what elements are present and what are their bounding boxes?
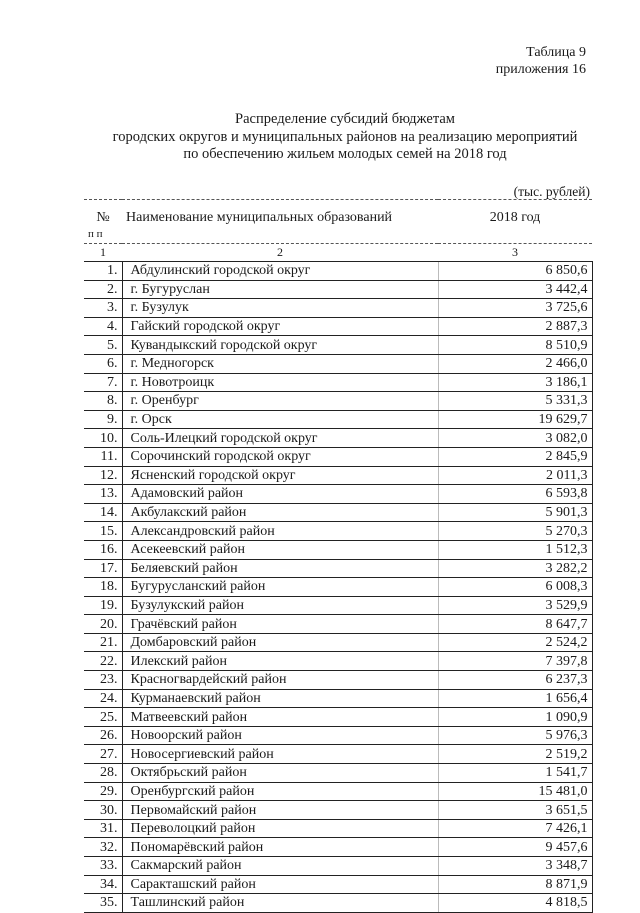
table-row (84, 503, 592, 522)
row-amount (438, 447, 592, 466)
row-number-text: 17. (100, 560, 118, 576)
row-number-text: 15. (100, 523, 118, 539)
row-number (84, 745, 122, 764)
table-row (84, 485, 592, 504)
row-amount-text: 2 524,2 (545, 635, 588, 651)
row-amount-text: 3 442,4 (545, 281, 588, 297)
row-amount-text: 15 481,0 (538, 783, 588, 799)
row-name (122, 392, 438, 411)
subsidy-table (84, 199, 593, 913)
table-row (84, 392, 592, 411)
row-name-text: г. Бузулук (130, 300, 189, 316)
document-title (0, 111, 640, 164)
row-amount (438, 689, 592, 708)
row-number (84, 336, 122, 355)
row-amount (438, 596, 592, 615)
row-amount-text: 9 457,6 (545, 839, 588, 855)
row-number-text: 29. (100, 783, 118, 799)
column-header-name: Наименование муниципальных образований (122, 200, 438, 227)
row-amount (438, 299, 592, 318)
row-number-text: 27. (100, 746, 118, 762)
table-row (84, 801, 592, 820)
row-amount (438, 392, 592, 411)
row-amount-text: 5 331,3 (545, 393, 588, 409)
row-name (122, 540, 438, 559)
row-name (122, 652, 438, 671)
row-name-text: Переволоцкий район (130, 821, 256, 837)
row-number-text: 23. (100, 672, 118, 688)
row-number-text: 22. (100, 653, 118, 669)
row-number (84, 764, 122, 783)
row-amount-text: 8 871,9 (545, 876, 588, 892)
table-row (84, 410, 592, 429)
table-row (84, 540, 592, 559)
row-name-text: Кувандыкский городской округ (130, 337, 318, 353)
row-name (122, 447, 438, 466)
row-number (84, 280, 122, 299)
row-amount (438, 485, 592, 504)
row-name (122, 336, 438, 355)
row-name-text: Гайский городской округ (130, 319, 281, 335)
row-amount (438, 373, 592, 392)
row-name (122, 801, 438, 820)
row-name-text: Октябрьский район (130, 765, 247, 781)
table-row (84, 857, 592, 876)
table-row (84, 262, 592, 281)
row-number (84, 299, 122, 318)
row-name (122, 466, 438, 485)
row-name (122, 522, 438, 541)
row-amount-text: 5 270,3 (545, 523, 588, 539)
row-number (84, 262, 122, 281)
row-name-text: Ташлинский район (130, 895, 245, 911)
row-number (84, 410, 122, 429)
row-name (122, 894, 438, 913)
title-line-2: городских округов и муниципальных районов на реализацию мероприятий (112, 128, 578, 145)
row-number-text: 20. (100, 616, 118, 632)
row-amount-text: 1 090,9 (545, 709, 588, 725)
row-amount (438, 354, 592, 373)
row-number-text: 14. (100, 505, 118, 521)
row-name (122, 503, 438, 522)
column-header-amount: 2018 год (438, 200, 592, 227)
row-name-text: Новосергиевский район (130, 746, 274, 762)
table-row (84, 522, 592, 541)
row-number-text: 11. (100, 449, 118, 465)
row-amount-text: 4 818,5 (545, 895, 588, 911)
row-name-text: г. Бугуруслан (130, 281, 210, 297)
table-label: Таблица 9 (526, 45, 586, 60)
table-row (84, 429, 592, 448)
row-name (122, 726, 438, 745)
table-row (84, 373, 592, 392)
table-row (84, 596, 592, 615)
table-row (84, 819, 592, 838)
row-number-text: 9. (107, 412, 118, 428)
table-row (84, 838, 592, 857)
row-amount (438, 875, 592, 894)
table-row (84, 689, 592, 708)
row-number (84, 633, 122, 652)
row-number (84, 857, 122, 876)
row-amount-text: 3 186,1 (545, 374, 588, 390)
table-row (84, 578, 592, 597)
row-number-text: 26. (100, 728, 118, 744)
row-number-text: 8. (107, 393, 118, 409)
row-amount (438, 429, 592, 448)
row-name-text: Сакмарский район (130, 858, 242, 874)
row-number-text: 6. (107, 356, 118, 372)
row-amount (438, 317, 592, 336)
row-amount (438, 410, 592, 429)
row-number (84, 782, 122, 801)
table-row (84, 559, 592, 578)
row-name-text: Домбаровский район (130, 635, 257, 651)
table-row (84, 671, 592, 690)
row-amount (438, 801, 592, 820)
row-number (84, 726, 122, 745)
row-name (122, 354, 438, 373)
row-number (84, 559, 122, 578)
row-name-text: Илекский район (130, 653, 227, 669)
row-name-text: Оренбургский район (130, 783, 255, 799)
table-row (84, 726, 592, 745)
row-amount (438, 336, 592, 355)
row-amount-text: 5 901,3 (545, 505, 588, 521)
column-index-3: 3 (438, 244, 592, 262)
table-row (84, 280, 592, 299)
row-number (84, 373, 122, 392)
row-number-text: 3. (107, 300, 118, 316)
row-amount (438, 894, 592, 913)
row-amount (438, 633, 592, 652)
row-name-text: Соль-Илецкий городской округ (130, 430, 318, 446)
table-row (84, 875, 592, 894)
row-number (84, 447, 122, 466)
row-amount-text: 7 426,1 (545, 821, 588, 837)
row-amount-text: 19 629,7 (538, 412, 588, 428)
row-amount (438, 671, 592, 690)
row-number-text: 25. (100, 709, 118, 725)
column-header-spacer (122, 226, 438, 244)
row-amount (438, 466, 592, 485)
row-name (122, 317, 438, 336)
table-row (84, 447, 592, 466)
column-index-2: 2 (122, 244, 438, 262)
row-number (84, 894, 122, 913)
row-number-text: 7. (107, 374, 118, 390)
row-number-text: 33. (100, 858, 118, 874)
table-row (84, 782, 592, 801)
table-row (84, 466, 592, 485)
row-amount (438, 745, 592, 764)
row-number-text: 16. (100, 542, 118, 558)
row-number (84, 689, 122, 708)
row-number-text: 31. (100, 821, 118, 837)
row-number (84, 652, 122, 671)
row-amount-text: 3 082,0 (545, 430, 588, 446)
row-name-text: Адамовский район (130, 486, 244, 502)
row-amount (438, 540, 592, 559)
row-name-text: Матвеевский район (130, 709, 248, 725)
row-amount-text: 3 725,6 (545, 300, 588, 316)
row-amount (438, 726, 592, 745)
row-number (84, 466, 122, 485)
row-name-text: Асекеевский район (130, 542, 245, 558)
column-header-number-sub: п п (84, 226, 122, 244)
table-row (84, 633, 592, 652)
row-number (84, 485, 122, 504)
row-number-text: 5. (107, 337, 118, 353)
row-amount-text: 1 512,3 (545, 542, 588, 558)
row-name-text: Бугурусланский район (130, 579, 266, 595)
table-caption (496, 44, 586, 78)
row-name (122, 596, 438, 615)
row-name-text: г. Оренбург (130, 393, 199, 409)
table-row (84, 354, 592, 373)
row-number (84, 671, 122, 690)
row-number-text: 34. (100, 876, 118, 892)
row-amount-text: 3 651,5 (545, 802, 588, 818)
row-name (122, 838, 438, 857)
row-amount-text: 2 466,0 (545, 356, 588, 372)
row-amount-text: 6 593,8 (545, 486, 588, 502)
row-number-text: 12. (100, 467, 118, 483)
row-number-text: 10. (100, 430, 118, 446)
row-number (84, 392, 122, 411)
column-index-1: 1 (84, 244, 122, 262)
appendix-label: приложения 16 (495, 62, 586, 77)
row-name (122, 819, 438, 838)
row-name-text: Акбулакский район (130, 505, 247, 521)
row-name (122, 373, 438, 392)
row-number-text: 4. (107, 319, 118, 335)
row-amount-text: 2 845,9 (545, 449, 588, 465)
row-name-text: Абдулинский городской округ (130, 263, 311, 279)
row-number-text: 21. (100, 635, 118, 651)
row-amount-text: 2 519,2 (545, 746, 588, 762)
row-name-text: Первомайский район (130, 802, 257, 818)
table-row (84, 336, 592, 355)
row-number (84, 615, 122, 634)
row-name (122, 578, 438, 597)
row-name-text: Бузулукский район (130, 597, 244, 613)
column-header-spacer (438, 226, 592, 244)
row-name (122, 299, 438, 318)
row-number (84, 522, 122, 541)
row-name (122, 410, 438, 429)
row-amount-text: 6 850,6 (545, 263, 588, 279)
row-amount (438, 652, 592, 671)
row-amount (438, 838, 592, 857)
row-name-text: Беляевский район (130, 560, 238, 576)
row-name (122, 262, 438, 281)
row-name (122, 857, 438, 876)
row-number (84, 429, 122, 448)
row-name-text: Грачёвский район (130, 616, 237, 632)
row-amount (438, 280, 592, 299)
table-row (84, 652, 592, 671)
row-number-text: 19. (100, 597, 118, 613)
row-amount-text: 1 656,4 (545, 690, 588, 706)
row-number-text: 32. (100, 839, 118, 855)
table-row (84, 745, 592, 764)
row-name-text: Пономарёвский район (130, 839, 264, 855)
row-name-text: г. Новотроицк (130, 374, 215, 390)
row-name (122, 671, 438, 690)
row-number-text: 2. (107, 281, 118, 297)
title-line-1: Распределение субсидий бюджетам (235, 111, 455, 127)
table-row (84, 764, 592, 783)
row-name (122, 429, 438, 448)
row-number-text: 18. (100, 579, 118, 595)
row-number (84, 875, 122, 894)
row-amount-text: 8 510,9 (545, 337, 588, 353)
units-label: (тыс. рублей) (513, 184, 590, 199)
row-number-text: 35. (100, 895, 118, 911)
row-amount (438, 857, 592, 876)
row-amount-text: 2 011,3 (546, 467, 588, 483)
table-row (84, 894, 592, 913)
row-name-text: Саракташский район (130, 876, 256, 892)
row-number (84, 354, 122, 373)
row-amount-text: 1 541,7 (545, 765, 588, 781)
row-name (122, 764, 438, 783)
row-amount-text: 2 887,3 (545, 319, 588, 335)
row-name (122, 745, 438, 764)
table-row (84, 615, 592, 634)
row-number (84, 838, 122, 857)
row-name (122, 633, 438, 652)
row-name-text: г. Орск (130, 412, 172, 428)
row-number (84, 578, 122, 597)
row-name (122, 708, 438, 727)
row-number-text: 13. (100, 486, 118, 502)
row-name-text: Ясненский городской округ (130, 467, 296, 483)
row-name (122, 485, 438, 504)
row-amount (438, 522, 592, 541)
row-amount (438, 559, 592, 578)
row-name (122, 280, 438, 299)
column-header-number: № (84, 200, 122, 227)
row-name-text: Новоорский район (130, 728, 242, 744)
row-name (122, 559, 438, 578)
row-number-text: 24. (100, 690, 118, 706)
row-amount (438, 708, 592, 727)
row-number (84, 540, 122, 559)
row-amount-text: 8 647,7 (545, 616, 588, 632)
table-row (84, 708, 592, 727)
row-number (84, 708, 122, 727)
table-row (84, 299, 592, 318)
row-number (84, 801, 122, 820)
row-amount-text: 6 008,3 (545, 579, 588, 595)
row-number-text: 30. (100, 802, 118, 818)
row-name-text: Красногвардейский район (130, 672, 287, 688)
row-name-text: Александровский район (130, 523, 275, 539)
row-amount-text: 3 529,9 (545, 597, 588, 613)
row-amount (438, 764, 592, 783)
row-name (122, 875, 438, 894)
row-amount (438, 819, 592, 838)
table-body (84, 262, 592, 913)
row-amount (438, 578, 592, 597)
row-amount (438, 262, 592, 281)
row-number (84, 503, 122, 522)
row-number (84, 596, 122, 615)
row-amount-text: 3 348,7 (545, 858, 588, 874)
row-amount (438, 782, 592, 801)
row-amount (438, 503, 592, 522)
row-name (122, 689, 438, 708)
row-amount-text: 7 397,8 (545, 653, 588, 669)
row-number-text: 28. (100, 765, 118, 781)
row-amount-text: 6 237,3 (545, 672, 588, 688)
title-line-3: по обеспечению жильем молодых семей на 2018 год (183, 146, 507, 162)
row-name-text: г. Медногорск (130, 356, 214, 372)
row-name-text: Сорочинский городской округ (130, 449, 311, 465)
row-amount-text: 5 976,3 (545, 728, 588, 744)
row-amount (438, 615, 592, 634)
row-number-text: 1. (107, 263, 118, 279)
row-amount-text: 3 282,2 (545, 560, 588, 576)
row-number (84, 819, 122, 838)
row-number (84, 317, 122, 336)
row-name (122, 615, 438, 634)
table-row (84, 317, 592, 336)
row-name (122, 782, 438, 801)
row-name-text: Курманаевский район (130, 690, 261, 706)
